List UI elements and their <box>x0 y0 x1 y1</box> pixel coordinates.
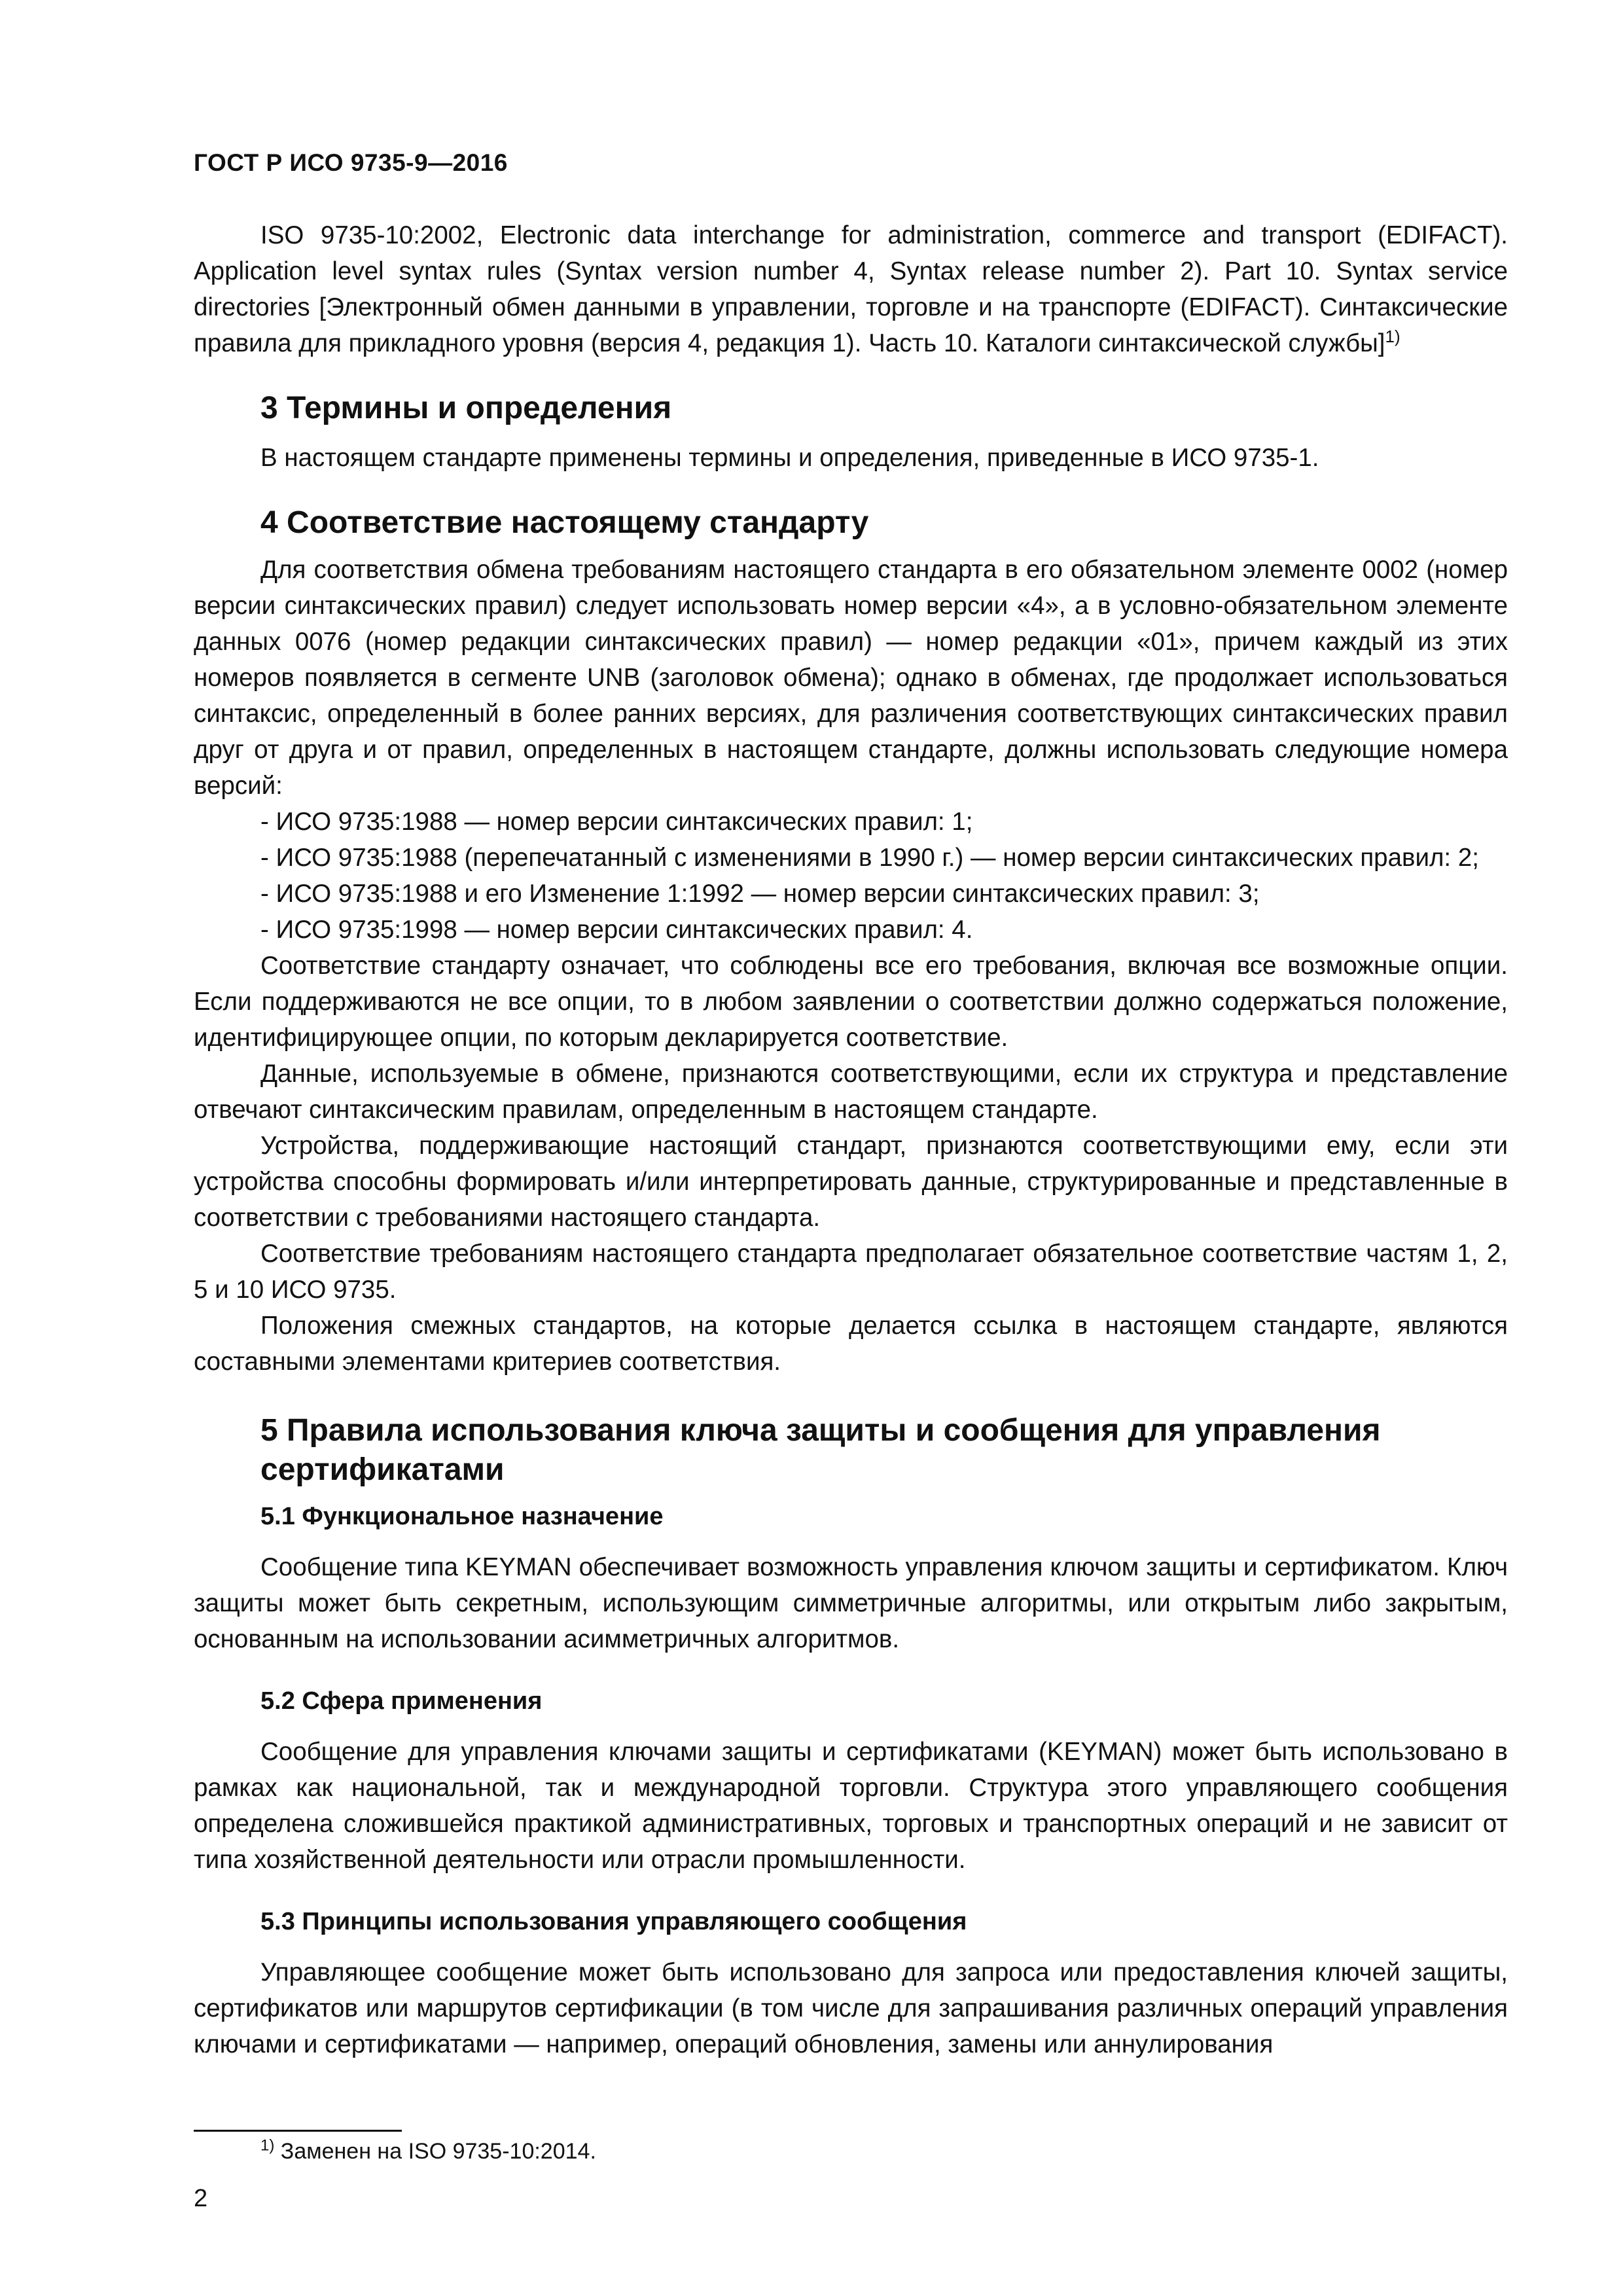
section-5-heading: 5 Правила использования ключа защиты и сообщения для управления сертификатами <box>260 1413 1381 1487</box>
reference-text: ISO 9735-10:2002, Electronic data interchange for administration, commerce and transport (EDIFACT). Application level syntax rules (Syntax version number 4, Syntax release number 2). Part 10. Syntax service directories [Электронный обмен данными в управлении, торговле и на транспорте (EDIFACT). Синтаксические правила для прикладного уровня (версия 4, редакция 1). Часть 10. Каталоги синтаксической службы] <box>194 221 1508 357</box>
section-4-list-item: - ИСО 9735:1998 — номер версии синтаксических правил: 4. <box>260 916 973 944</box>
footnote-mark: 1) <box>260 2136 275 2155</box>
section-4-paragraph-5: Соответствие требованиям настоящего стандарта предполагает обязательное соответствие частям 1, 2, 5 и 10 ИСО 9735. <box>194 1240 1508 1304</box>
section-4-paragraph-3: Данные, используемые в обмене, признаются соответствующими, если их структура и представление отвечают синтаксическим правилам, определенным в настоящем стандарте. <box>194 1060 1508 1124</box>
subsection-5-3-heading: 5.3 Принципы использования управляющего сообщения <box>260 1908 967 1935</box>
page-number: 2 <box>194 2185 208 2212</box>
document-header-code: ГОСТ Р ИСО 9735-9—2016 <box>194 149 508 176</box>
section-4-paragraph-1: Для соответствия обмена требованиям настоящего стандарта в его обязательном элементе 0002 (номер версии синтаксических правил) следует использовать номер версии «4», а в условно-обязательном элементе данных 0076 (номер редакции синтаксических правил) — номер редакции «01», причем каждый из этих номеров появляется в сегменте UNB (заголовок обмена); однако в обменах, где продолжает использоваться синтаксис, определенный в более ранних версиях, для различения соответствующих синтаксических правил друг от друга и от правил, определенных в настоящем стандарте, должны использовать следующие номера версий: <box>194 556 1508 800</box>
section-4-list-item: - ИСО 9735:1988 и его Изменение 1:1992 — номер версии синтаксических правил: 3; <box>260 880 1260 908</box>
footnote-separator <box>194 2130 402 2132</box>
section-4-list-item: - ИСО 9735:1988 (перепечатанный с изменениями в 1990 г.) — номер версии синтаксических правил: 2; <box>260 844 1479 872</box>
subsection-5-1-paragraph: Сообщение типа KEYMAN обеспечивает возможность управления ключом защиты и сертификатом. Ключ защиты может быть секретным, использующим симметричные алгоритмы, или открытым либо закрытым, основанным на использовании асимметричных алгоритмов. <box>194 1553 1508 1653</box>
subsection-5-1-heading: 5.1 Функциональное назначение <box>260 1503 664 1530</box>
subsection-5-3-paragraph: Управляющее сообщение может быть использовано для запроса или предоставления ключей защиты, сертификатов или маршрутов сертификации (в том числе для запрашивания различных операций управления ключами и сертификатами — например, операций обновления, замены или аннулирования <box>194 1958 1508 2058</box>
section-4-heading: 4 Соответствие настоящему стандарту <box>260 505 869 540</box>
subsection-5-2-paragraph: Сообщение для управления ключами защиты и сертификатами (KEYMAN) может быть использовано в рамках как национальной, так и международной торговли. Структура этого управляющего сообщения определена сложившейся практикой административных, торговых и транспортных операций и не зависит от типа хозяйственной деятельности или отрасли промышленности. <box>194 1738 1508 1874</box>
section-3-heading: 3 Термины и определения <box>260 391 672 425</box>
page-body <box>194 217 1508 2062</box>
normative-reference-iso-9735-10 <box>194 217 1508 361</box>
section-4-paragraph-6: Положения смежных стандартов, на которые делается ссылка в настоящем стандарте, являются составными элементами критериев соответствия. <box>194 1312 1508 1376</box>
footnote <box>260 2135 596 2168</box>
footnote-text: Заменен на ISO 9735-10:2014. <box>280 2139 596 2164</box>
section-4-list-item: - ИСО 9735:1988 — номер версии синтаксических правил: 1; <box>260 808 973 836</box>
section-4-paragraph-4: Устройства, поддерживающие настоящий стандарт, признаются соответствующими ему, если эти устройства способны формировать и/или интерпретировать данные, структурированные и представленные в соответствии с требованиями настоящего стандарта. <box>194 1132 1508 1232</box>
section-3-paragraph: В настоящем стандарте применены термины и определения, приведенные в ИСО 9735-1. <box>260 444 1319 472</box>
section-4-paragraph-2: Соответствие стандарту означает, что соблюдены все его требования, включая все возможные опции. Если поддерживаются не все опции, то в любом заявлении о соответствии должно содержаться положение, идентифицирующее опции, по которым декларируется соответствие. <box>194 952 1508 1052</box>
footnote-ref-mark: 1) <box>1385 327 1400 347</box>
subsection-5-2-heading: 5.2 Сфера применения <box>260 1687 543 1715</box>
